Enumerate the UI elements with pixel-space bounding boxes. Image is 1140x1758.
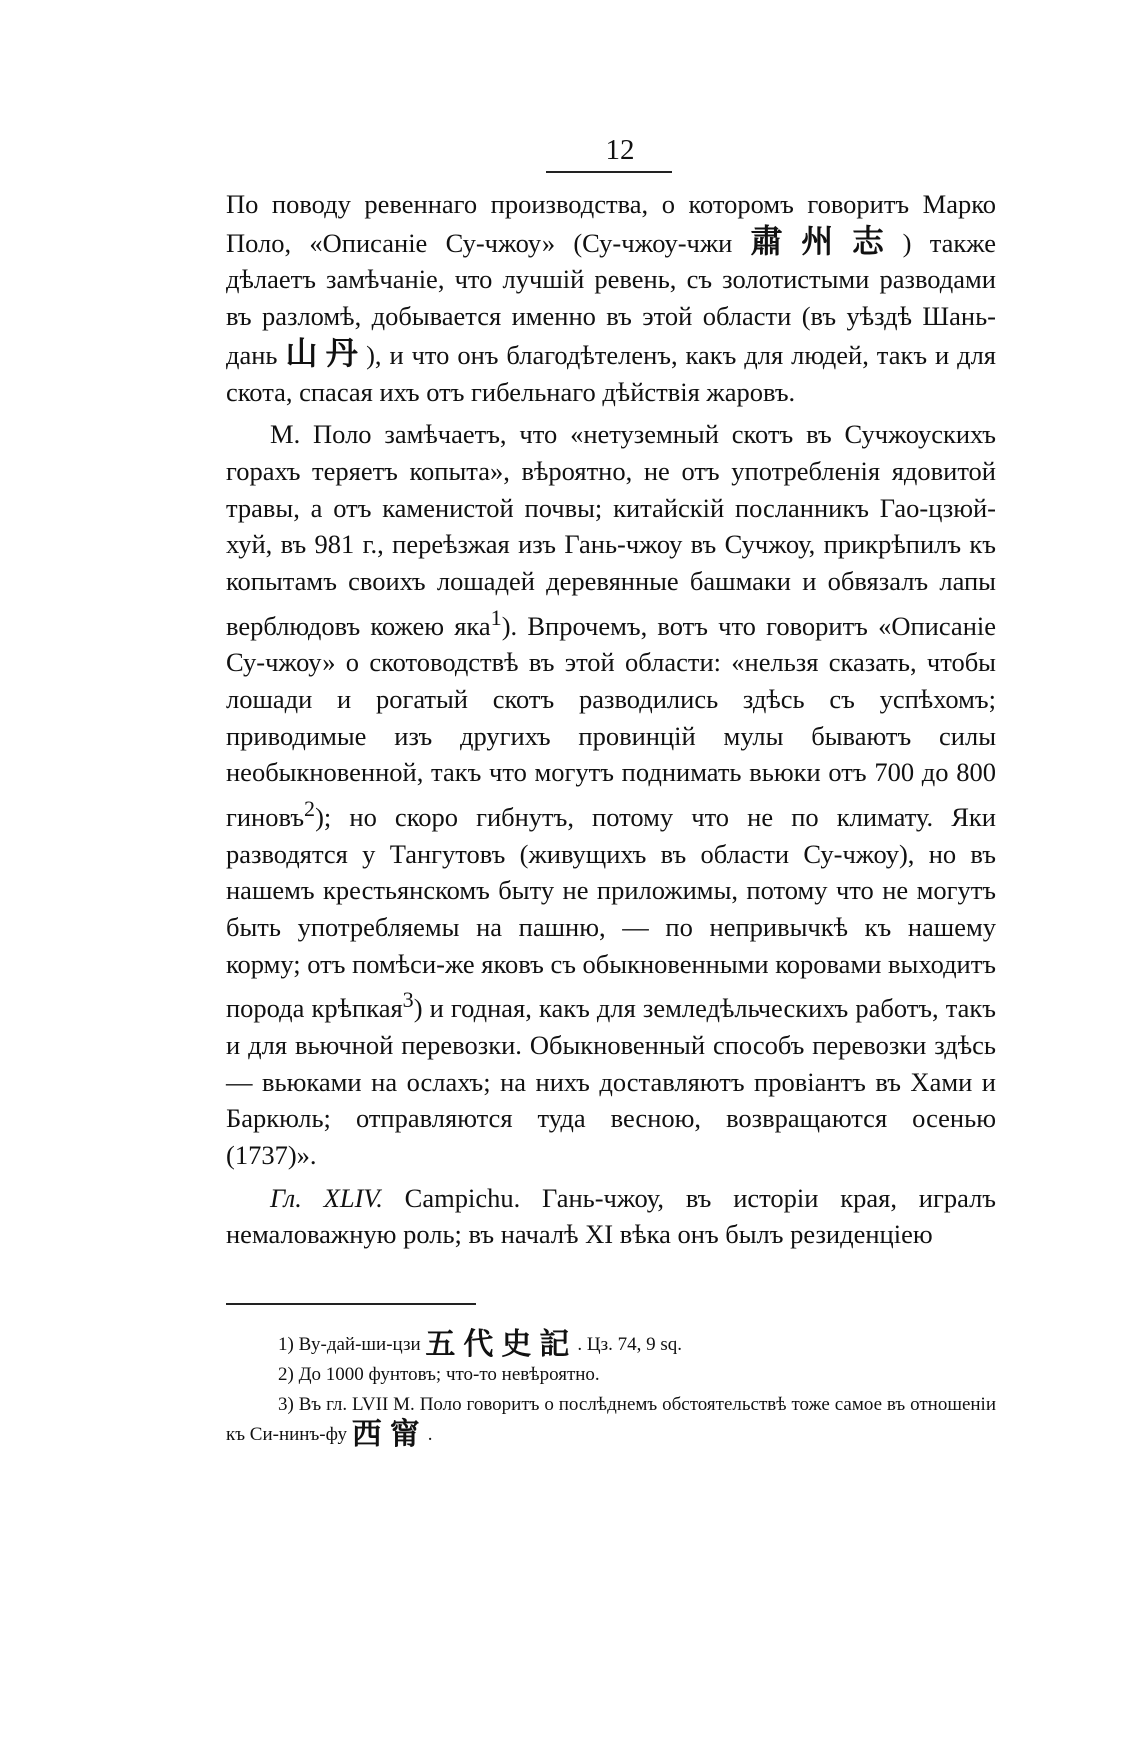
fn3-text-2: .	[427, 1424, 433, 1445]
p1-text-1: По поводу ревеннаго производства, о которомъ говоритъ Марко Поло, «Описаніе Су-чжоу» (Су-чжоу-чжи	[226, 189, 996, 258]
p3-text-1: Campichu. Гань-чжоу, въ исторіи края, игралъ немаловажную роль; въ началѣ XI вѣка онъ былъ резиденціею	[226, 1182, 996, 1250]
body-text	[226, 186, 996, 1253]
paragraph-2	[226, 416, 996, 1174]
footnote-ref: 2	[304, 796, 316, 822]
footnotes	[226, 1327, 996, 1452]
page-number-rule	[546, 171, 672, 173]
p2-text-4: ) и годная, какъ для земледѣльческихъ работъ, такъ и для вьючной перевозки. Обыкновенный способъ перевозки здѣсь — вьюками на ослахъ; на нихъ доставляютъ провіантъ въ Хами и Баркюль; отправляются туда весною, возвращаются осенью (1737)».	[226, 993, 996, 1171]
p2-text-3: ); но скоро гибнутъ, потому что не по климату. Яки разводятся у Тангутовъ (живущихъ въ области Су-чжоу), но въ нашемъ крестьянскомъ быту не приложимы, потому что не могутъ быть употребляемы на пашню, — по непривычкѣ къ нашему корму; отъ помѣси-же яковъ съ обыкновенными коровами выходитъ порода крѣпкая	[226, 801, 997, 1024]
fn1-text-2: . Цз. 74, 9 sq.	[577, 1334, 682, 1355]
p2-text-2: ). Впрочемъ, вотъ что говоритъ «Описаніе Су-чжоу» о скотоводствѣ въ этой области: «нельзя сказать, чтобы лошади и рогатый скотъ разводились здѣсь съ успѣхомъ; приводимые изъ другихъ провинцій мулы бываютъ силы необыкновенной, такъ что могутъ поднимать вьюки отъ 700 до 800 гиновъ	[226, 610, 996, 832]
fn1-text-1: 1) Ву-дай-ши-цзи	[278, 1334, 426, 1355]
p1-text-2: ) также дѣлаетъ замѣчаніе, что лучшій ревень, съ золотистыми разводами въ разломѣ, добывается именно въ этой области (въ уѣздѣ Шань-дань	[226, 227, 996, 370]
footnote-1	[226, 1327, 996, 1362]
paragraph-3	[226, 1180, 996, 1253]
p1-text-3: ), и что онъ благодѣтеленъ, какъ для людей, такъ и для скота, спасая ихъ отъ гибельнаго дѣйствія жаровъ.	[226, 339, 996, 407]
chinese-characters: 肅州志	[750, 221, 903, 260]
chinese-characters: 五代史記	[425, 1327, 578, 1362]
fn2-text-1: 2) До 1000 фунтовъ; что-то невѣроятно.	[278, 1364, 600, 1385]
footnote-ref: 1	[490, 604, 502, 630]
p2-text-1: М. Поло замѣчаетъ, что «нетуземный скотъ въ Сучжоускихъ горахъ теряетъ копыта», вѣроятно, не отъ употребленія ядовитой травы, а отъ каменистой почвы; китайскій посланникъ Гао-цзюй-хуй, въ 981 г., переѣзжая изъ Гань-чжоу въ Сучжоу, прикрѣпилъ къ копытамъ своихъ лошадей деревянные башмаки и обвязалъ лапы верблюдовъ кожею яка	[226, 419, 996, 641]
footnote-ref: 3	[402, 987, 414, 1013]
fn3-text-1: 3) Въ гл. LVII М. Поло говоритъ о послѣднемъ обстоятельствѣ тоже самое въ отношеніи къ Си-нинъ-фу	[226, 1394, 996, 1445]
footnote-rule	[226, 1303, 476, 1305]
footnote-2	[226, 1360, 996, 1390]
page-number: 12	[605, 134, 635, 166]
chapter-ref: Гл. XLIV.	[270, 1182, 383, 1213]
chinese-characters: 西甯	[351, 1417, 428, 1452]
footnote-3	[226, 1390, 996, 1450]
paragraph-1	[226, 186, 996, 410]
chinese-characters: 山丹	[285, 333, 367, 372]
